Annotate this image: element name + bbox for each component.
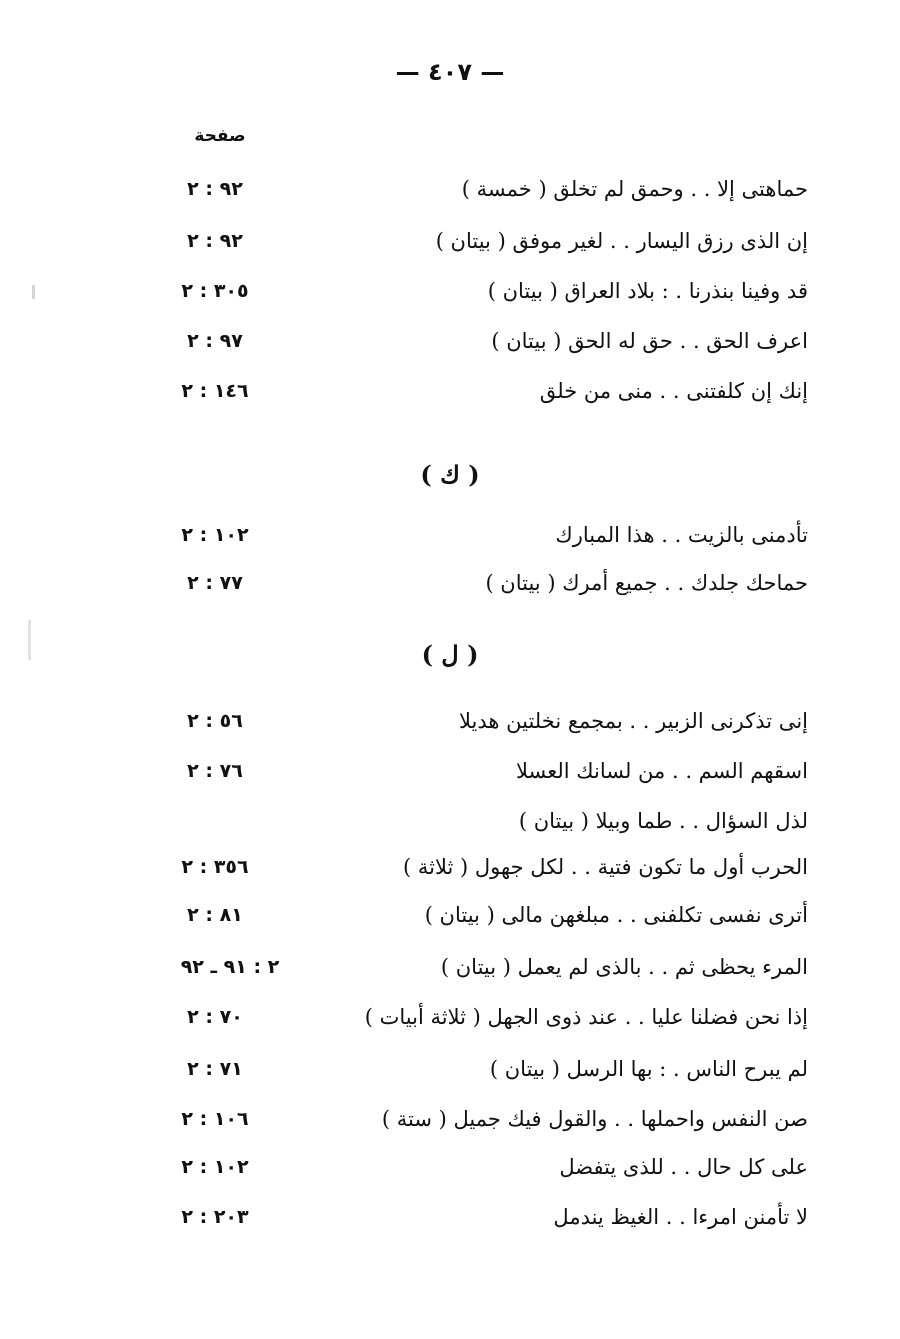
verse-text: لا تأمنن امرءا . . الغيظ يندمل [553, 1205, 808, 1229]
page-reference: ١٠٢ : ٢ [181, 524, 249, 546]
verse-text: حماهتى إلا . . وحمق لم تخلق ( خمسة ) [461, 177, 808, 201]
page-reference: ٧٧ : ٢ [187, 572, 243, 594]
page-column-label: صفحة [194, 126, 246, 146]
page-reference: ٩٢ : ٢ [187, 178, 243, 200]
section-heading-lam: ( ل ) [421, 640, 479, 669]
index-entry [0, 996, 900, 1038]
verse-text: إنك إن كلفتنى . . منى من خلق [539, 379, 808, 403]
index-entry [0, 1098, 900, 1140]
verse-text: إن الذى رزق اليسار . . لغير موفق ( بيتان ) [435, 229, 808, 253]
page-reference: ٩٧ : ٢ [187, 330, 243, 352]
index-entry [0, 1196, 900, 1238]
index-entry [0, 220, 900, 262]
verse-text: لم يبرح الناس . : بها الرسل ( بيتان ) [489, 1057, 808, 1081]
verse-text: إنى تذكرنى الزبير . . بمجمع نخلتين هديلا [459, 709, 808, 733]
index-entry [0, 946, 900, 988]
verse-text: الحرب أول ما تكون فتية . . لكل جهول ( ثلاثة ) [402, 855, 808, 879]
page-reference: ١٠٢ : ٢ [181, 1156, 249, 1178]
verse-text: اعرف الحق . . حق له الحق ( بيتان ) [491, 329, 808, 353]
page-number: — ٤٠٧ — [395, 58, 505, 86]
verse-text: قد وفينا بنذرنا . : بلاد العراق ( بيتان ) [487, 279, 808, 303]
page-reference: ٣٠٥ : ٢ [181, 280, 249, 302]
page-reference: ٢٠٣ : ٢ [181, 1206, 249, 1228]
verse-text: على كل حال . . للذى يتفضل [559, 1155, 808, 1179]
index-entry [0, 1146, 900, 1188]
index-entry [0, 270, 900, 312]
index-entry [0, 168, 900, 210]
verse-text: أترى نفسى تكلفنى . . مبلغهن مالى ( بيتان ) [424, 903, 808, 927]
index-entry [0, 750, 900, 792]
page-reference: ٧١ : ٢ [187, 1058, 243, 1080]
page-reference: ٩٢ : ٢ [187, 230, 243, 252]
verse-text: إذا نحن فضلنا عليا . . عند ذوى الجهل ( ثلاثة أبيات ) [364, 1005, 808, 1029]
page-reference: ٢ : ٩١ ـ ٩٢ [180, 956, 280, 978]
verse-text: تأدمنى بالزيت . . هذا المبارك [555, 523, 808, 547]
page-reference: ٧٠ : ٢ [187, 1006, 243, 1028]
index-entry [0, 846, 900, 888]
verse-text: حماحك جلدك . . جميع أمرك ( بيتان ) [485, 571, 808, 595]
page-reference: ٥٦ : ٢ [187, 710, 243, 732]
scan-artifact [28, 620, 31, 660]
index-entry [0, 894, 900, 936]
index-entry [0, 562, 900, 604]
scan-artifact [32, 285, 35, 299]
index-entry [0, 700, 900, 742]
index-entry [0, 514, 900, 556]
verse-text: لذل السؤال . . طما وبيلا ( بيتان ) [518, 809, 808, 833]
index-entry [0, 1048, 900, 1090]
index-entry [0, 800, 900, 842]
page-reference: ٨١ : ٢ [187, 904, 243, 926]
page-reference: ١٠٦ : ٢ [181, 1108, 249, 1130]
section-heading-kaf: ( ك ) [420, 460, 480, 489]
verse-text: المرء يحظى ثم . . بالذى لم يعمل ( بيتان ) [440, 955, 808, 979]
verse-text: صن النفس واحملها . . والقول فيك جميل ( ستة ) [381, 1107, 808, 1131]
page-reference: ٣٥٦ : ٢ [181, 856, 249, 878]
page-reference: ٧٦ : ٢ [187, 760, 243, 782]
verse-text: اسقهم السم . . من لسانك العسلا [516, 759, 808, 783]
index-entry [0, 370, 900, 412]
index-entry [0, 320, 900, 362]
page-reference: ١٤٦ : ٢ [181, 380, 249, 402]
